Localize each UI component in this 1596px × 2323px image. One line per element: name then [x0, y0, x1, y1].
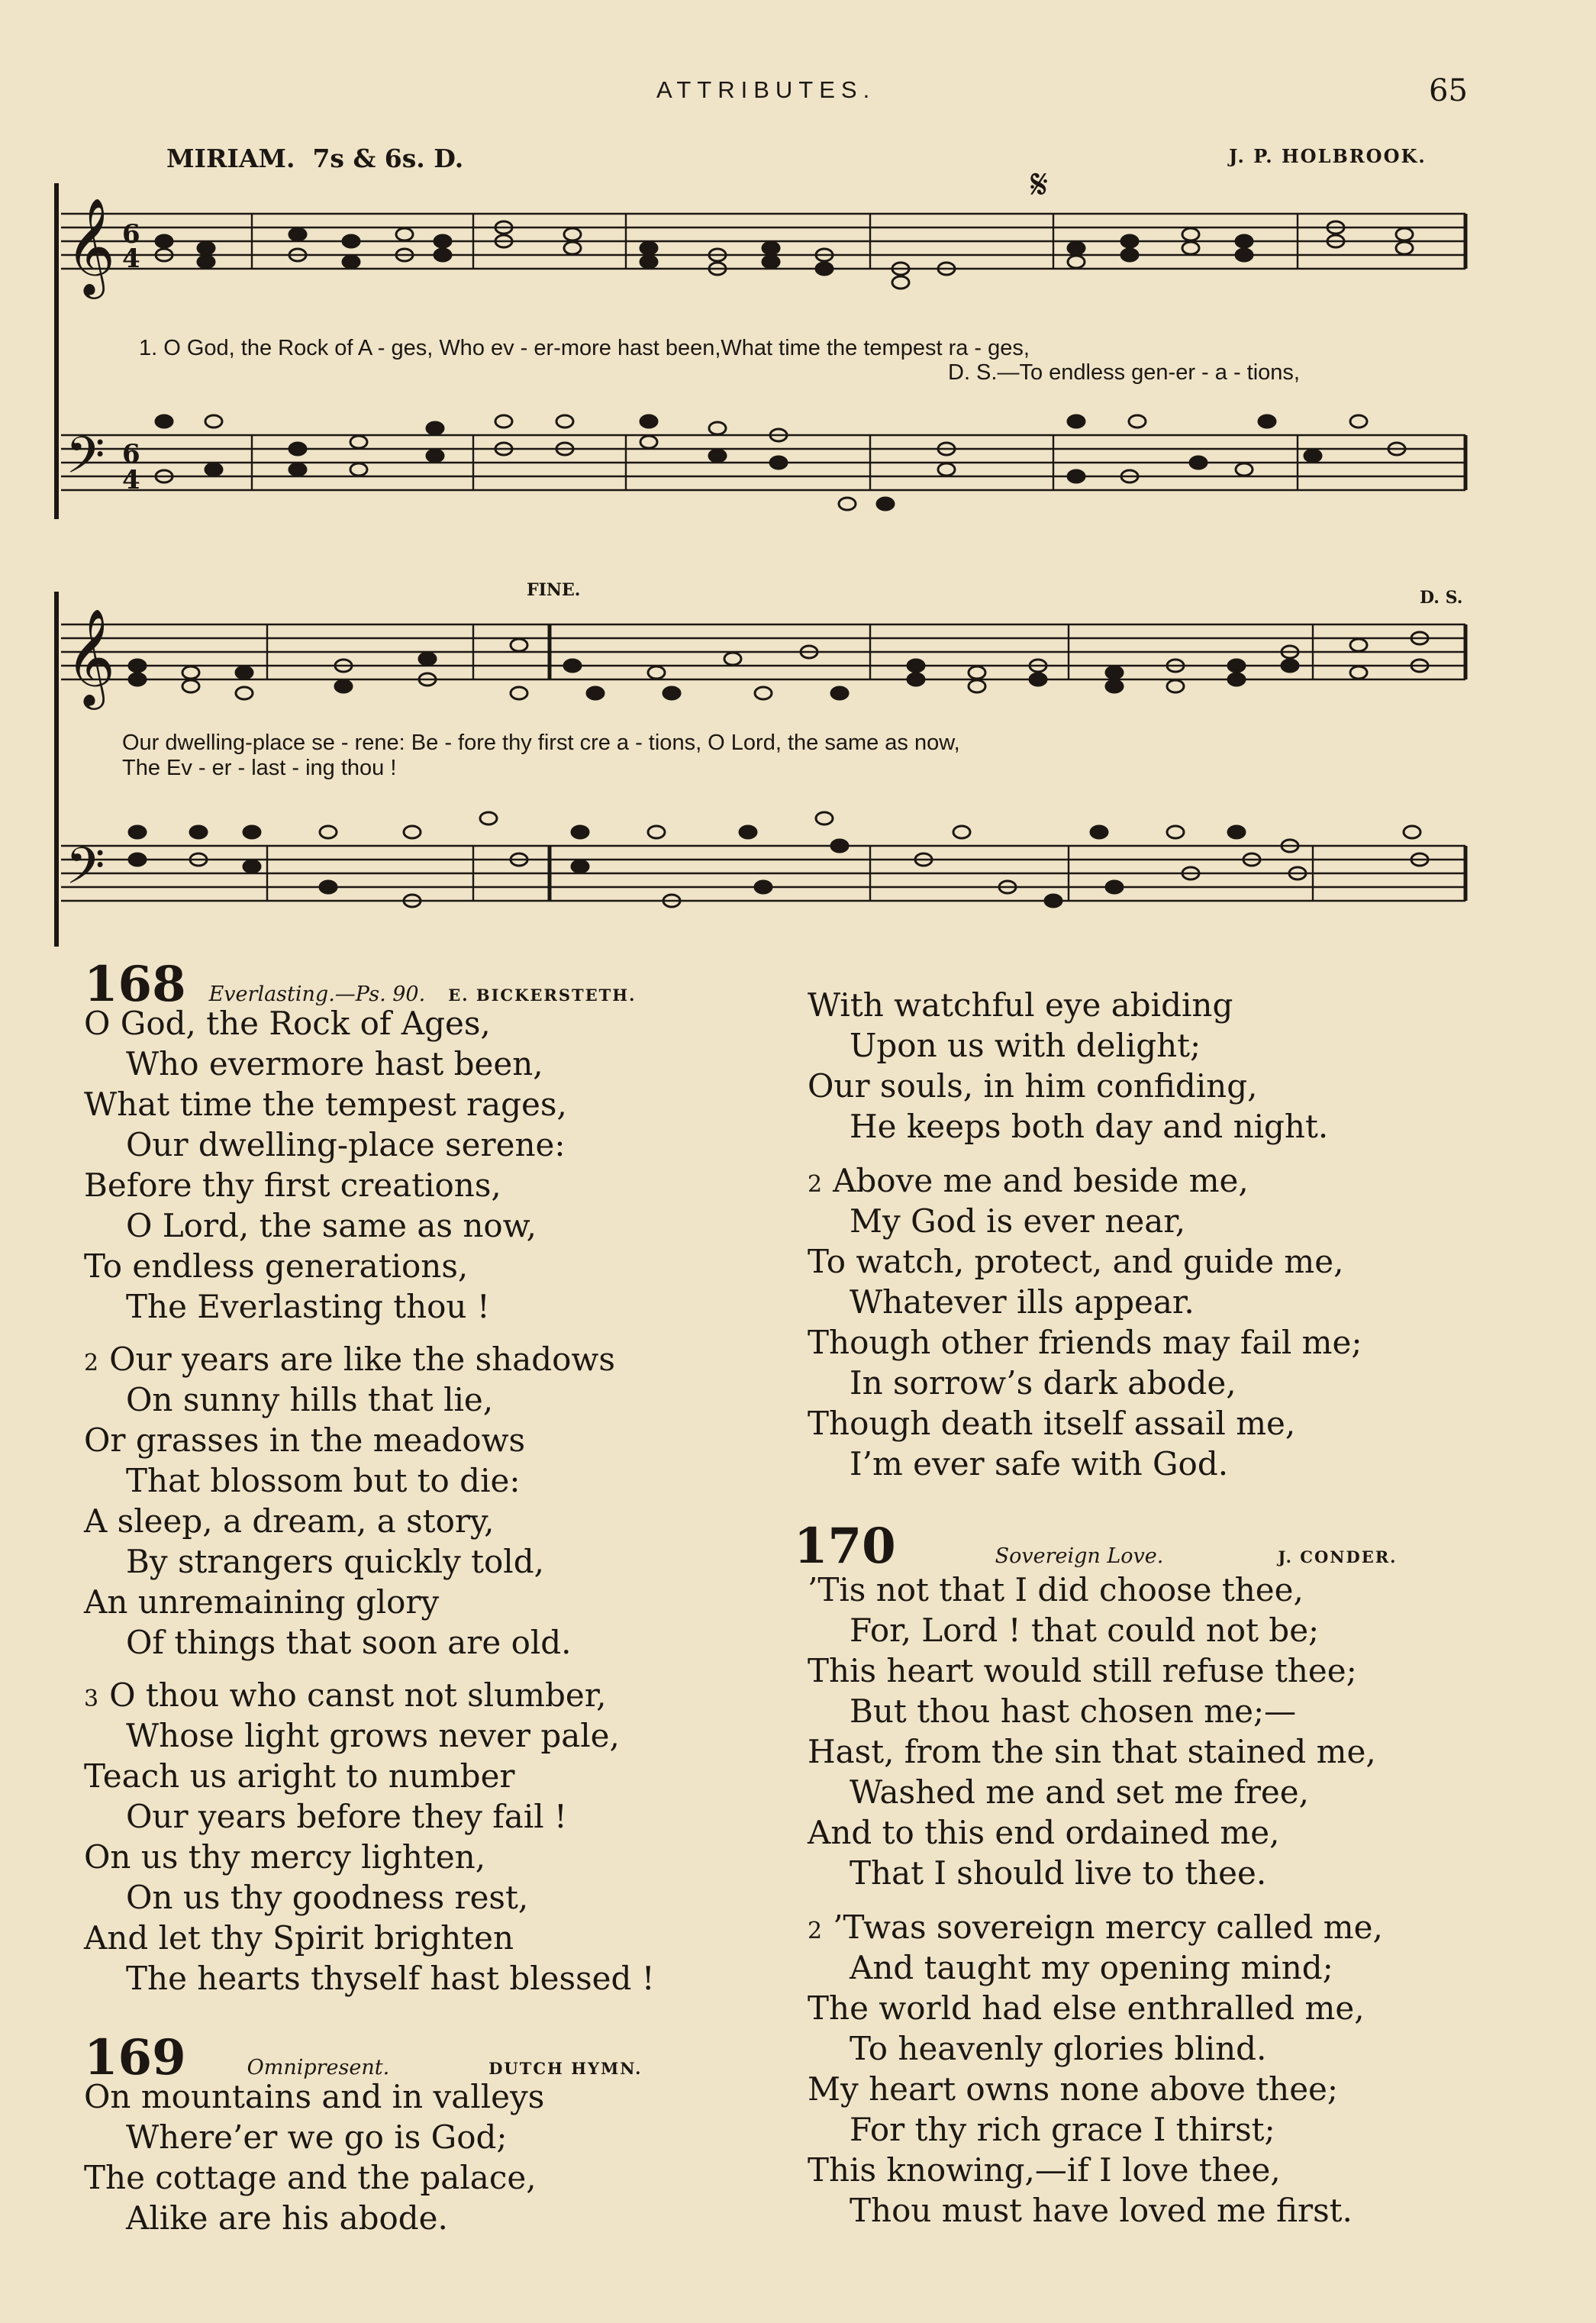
- hymn-author: DUTCH HYMN.: [488, 2059, 643, 2078]
- verse-line: Whatever ills appear.: [850, 1283, 1195, 1321]
- svg-text:𝄢: 𝄢: [66, 426, 105, 497]
- verse-line: The cottage and the palace,: [84, 2159, 537, 2196]
- stanza-2: [808, 1160, 1494, 1484]
- svg-text:𝄞: 𝄞: [66, 608, 116, 705]
- verse-line: O thou who canst not slumber,: [109, 1676, 607, 1714]
- hymn-170: [794, 1518, 1496, 2231]
- hymn-title: Sovereign Love.: [995, 1544, 1164, 1568]
- verse-line: Our years are like the shadows: [109, 1341, 615, 1378]
- verse-line: Thou must have loved me first.: [850, 2192, 1353, 2229]
- hymn-heading: [794, 1518, 1496, 1573]
- hymn-author: J. CONDER.: [1278, 1547, 1398, 1566]
- verse-line: To heavenly glories blind.: [850, 2030, 1267, 2067]
- svg-text:6: 6: [122, 439, 140, 469]
- fine-marker: FINE.: [527, 580, 581, 600]
- verse-line: A sleep, a dream, a story,: [84, 1502, 495, 1540]
- verse-line: Of things that soon are old.: [126, 1624, 572, 1661]
- hymn-author: E. BICKERSTETH.: [448, 986, 637, 1005]
- stanza-1: [84, 1003, 756, 1327]
- svg-text:6: 6: [122, 219, 140, 250]
- verse-line: What time the tempest rages,: [84, 1086, 567, 1123]
- verse-line: And to this end ordained me,: [808, 1814, 1280, 1851]
- svg-text:4: 4: [122, 465, 140, 495]
- stanza-1: [794, 1570, 1496, 1893]
- verse-line: ’Tis not that I did choose thee,: [808, 1571, 1304, 1608]
- verse-line: On mountains and in valleys: [84, 2078, 545, 2115]
- verse-line: My God is ever near,: [850, 1202, 1186, 1240]
- hymn-169-continued: [808, 985, 1494, 1484]
- hymn-number: 169: [84, 2029, 186, 2086]
- verse-line: On us thy goodness rest,: [126, 1879, 529, 1916]
- tune-lyric-line-2: Our dwelling-place se - rene: Be - fore thy first cre a - tions, O Lord, the same as now,: [122, 731, 960, 755]
- verse-line: For thy rich grace I thirst;: [850, 2111, 1275, 2148]
- tune-composer: J. P. HOLBROOK.: [1229, 145, 1427, 167]
- verse-line: The Everlasting thou !: [126, 1288, 490, 1325]
- stanza-3: [84, 1675, 756, 1999]
- tune-lyric-ds: D. S.—To endless gen-er - a - tions,: [948, 360, 1300, 385]
- verse-line: Or grasses in the meadows: [84, 1421, 526, 1459]
- verse-line: Upon us with delight;: [850, 1027, 1201, 1064]
- verse-line: On sunny hills that lie,: [126, 1381, 494, 1418]
- hymn-title: Omnipresent.: [247, 2056, 390, 2079]
- verse-line: My heart owns none above thee;: [808, 2070, 1339, 2108]
- verse-line: O Lord, the same as now,: [126, 1207, 537, 1244]
- verse-line: Whose light grows never pale,: [126, 1717, 620, 1754]
- verse-line: Teach us aright to number: [84, 1757, 515, 1795]
- staff-lines: [61, 214, 1465, 901]
- verse-line: That blossom but to die:: [126, 1462, 521, 1499]
- hymn-168: [84, 956, 756, 1999]
- verse-line: Before thy first creations,: [84, 1166, 501, 1204]
- stanza-2: [84, 1339, 756, 1663]
- hymn-169: [84, 2029, 756, 2238]
- verse-line: By strangers quickly told,: [126, 1543, 544, 1580]
- verse-line: The world had else enthralled me,: [808, 1989, 1365, 2027]
- stanza-number: 3: [84, 1686, 99, 1712]
- verse-line: Where’er we go is God;: [126, 2118, 508, 2156]
- verse-line: Though death itself assail me,: [808, 1405, 1296, 1442]
- verse-line: In sorrow’s dark abode,: [850, 1364, 1236, 1402]
- verse-line: Our years before they fail !: [126, 1798, 567, 1835]
- music-score: [46, 168, 1481, 962]
- svg-text:𝄢: 𝄢: [66, 837, 105, 908]
- verse-line: An unremaining glory: [84, 1583, 440, 1621]
- verse-line: Hast, from the sin that stained me,: [808, 1733, 1376, 1770]
- verse-line: On us thy mercy lighten,: [84, 1838, 486, 1876]
- verse-line: That I should live to thee.: [850, 1854, 1267, 1892]
- verse-line: O God, the Rock of Ages,: [84, 1005, 491, 1042]
- svg-text:4: 4: [122, 244, 140, 274]
- stanza-number: 2: [84, 1350, 99, 1376]
- verse-line: I’m ever safe with God.: [850, 1445, 1229, 1483]
- verse-line: Our souls, in him confiding,: [808, 1067, 1258, 1105]
- verse-line: Washed me and set me free,: [850, 1773, 1309, 1811]
- verse-line: Though other friends may fail me;: [808, 1324, 1362, 1361]
- verse-line: And taught my opening mind;: [850, 1949, 1333, 1986]
- tune-name: MIRIAM.: [166, 144, 295, 173]
- verse-line: This knowing,—if I love thee,: [808, 2151, 1281, 2189]
- stanza-2: [794, 1907, 1496, 2231]
- tune-lyric-line-3: The Ev - er - last - ing thou !: [122, 756, 397, 780]
- section-title: ATTRIBUTES.: [656, 76, 876, 103]
- tune-meter: 7s & 6s. D.: [312, 144, 464, 173]
- hymn-number: 168: [84, 956, 186, 1013]
- stanza-1: [84, 2076, 756, 2238]
- verse-line: To endless generations,: [84, 1247, 469, 1285]
- svg-text:𝄋: 𝄋: [1030, 168, 1049, 208]
- verse-line: Alike are his abode.: [126, 2199, 448, 2237]
- stanza-1-continued: [808, 985, 1494, 1147]
- verse-line: Who evermore hast been,: [126, 1045, 543, 1082]
- verse-line: Above me and beside me,: [833, 1162, 1249, 1199]
- verse-line: This heart would still refuse thee;: [808, 1652, 1357, 1689]
- verse-line: He keeps both day and night.: [850, 1108, 1329, 1145]
- svg-text:𝄞: 𝄞: [66, 197, 116, 295]
- hymn-title: Everlasting.—Ps. 90.: [208, 982, 426, 1006]
- verse-line: Our dwelling-place serene:: [126, 1126, 566, 1163]
- tune-lyric-line-1: 1. O God, the Rock of A - ges, Who ev - er-more hast been,What time the tempest ra - ges,: [139, 336, 1030, 360]
- ds-marker: D. S.: [1420, 588, 1463, 608]
- stanza-number: 2: [808, 1918, 823, 1944]
- verse-line: And let thy Spirit brighten: [84, 1919, 514, 1957]
- page-number: 65: [1429, 73, 1468, 108]
- stanza-number: 2: [808, 1171, 823, 1198]
- verse-line: To watch, protect, and guide me,: [808, 1243, 1344, 1280]
- hymn-number: 170: [794, 1518, 896, 1575]
- verse-line: But thou hast chosen me;—: [850, 1692, 1297, 1730]
- verse-line: For, Lord ! that could not be;: [850, 1612, 1320, 1649]
- verse-line: The hearts thyself hast blessed !: [126, 1960, 655, 1997]
- verse-line: With watchful eye abiding: [808, 986, 1233, 1024]
- verse-line: ’Twas sovereign mercy called me,: [833, 1908, 1383, 1946]
